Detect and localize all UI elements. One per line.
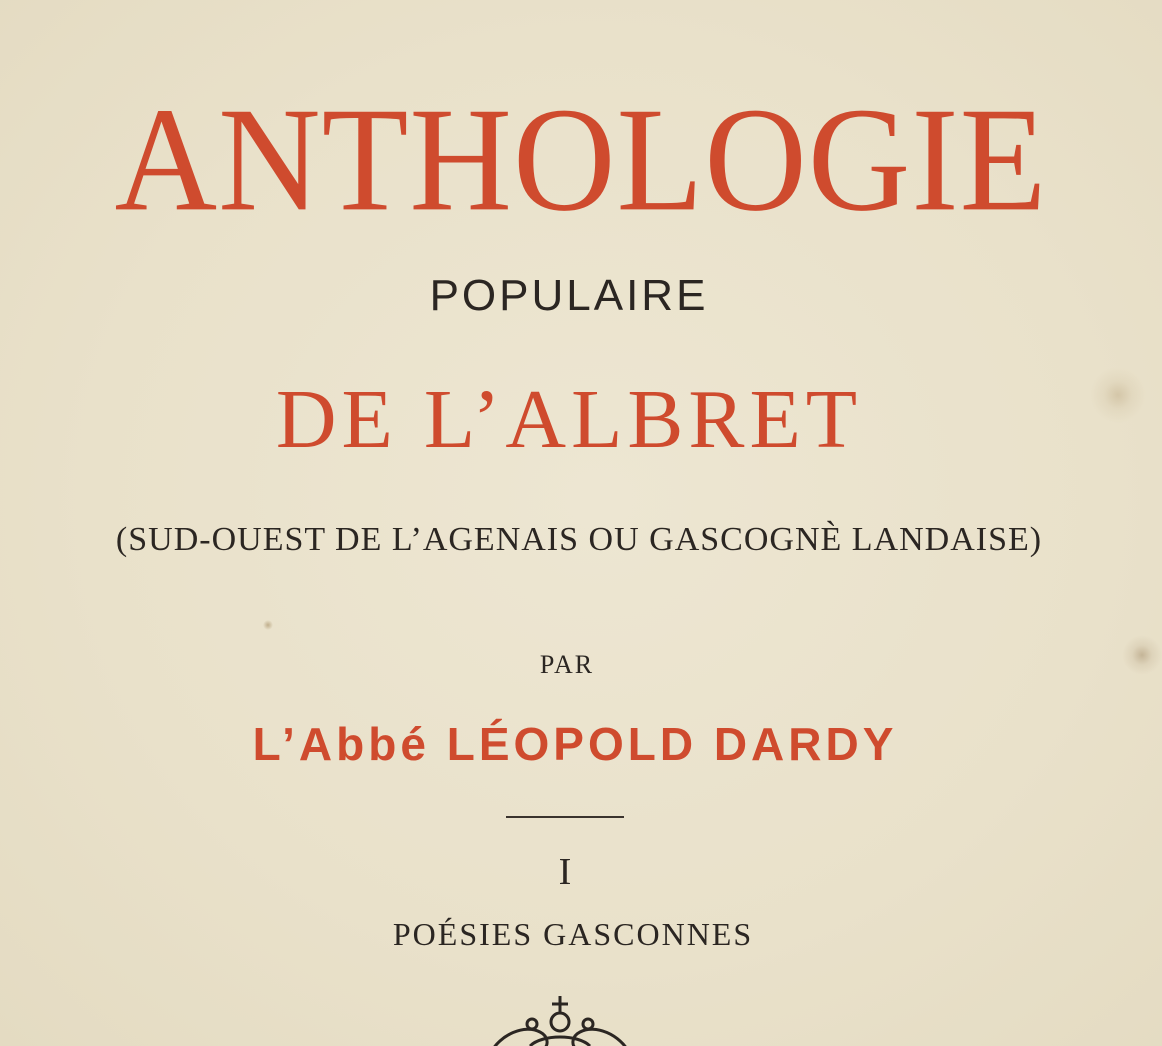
book-title: ANTHOLOGIE — [114, 76, 1048, 242]
printer-ornament-icon — [470, 994, 650, 1046]
title-subword: POPULAIRE — [429, 271, 709, 320]
by-line-label: PAR — [539, 650, 595, 679]
region-subtitle: (SUD-OUEST DE L’AGENAIS OU GASCOGNÈ LANDAISE) — [115, 521, 1043, 558]
author-name: L’Abbé LÉOPOLD DARDY — [252, 718, 898, 770]
region-title: DE L’ALBRET — [275, 373, 863, 466]
divider-rule — [506, 816, 624, 818]
volume-title: POÉSIES GASCONNES — [392, 916, 754, 952]
volume-number: I — [558, 851, 572, 893]
